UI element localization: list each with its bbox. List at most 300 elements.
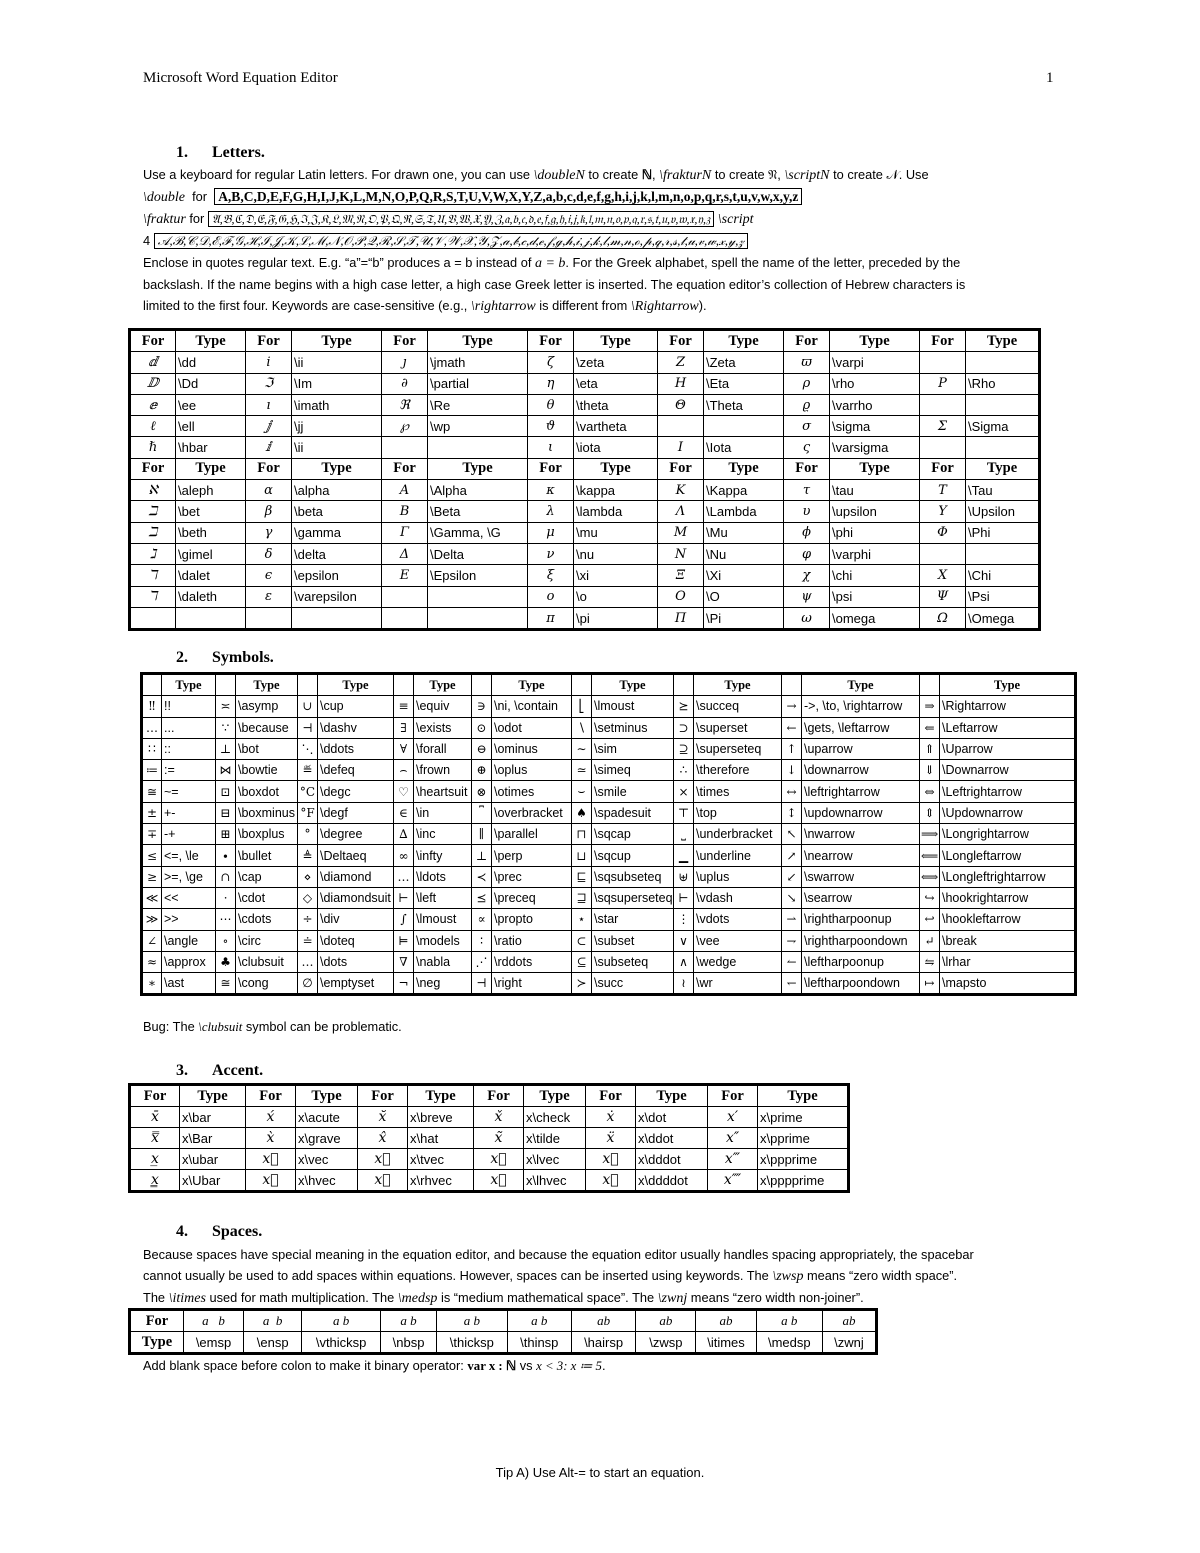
section-symbols-heading: 2. Symbols. xyxy=(176,649,274,666)
keyword-cell: \hookrightarrow xyxy=(940,887,1076,908)
keyword-cell: \in xyxy=(414,802,472,823)
header-for: For xyxy=(528,458,574,479)
space-keyword-cell: \itimes xyxy=(696,1332,756,1354)
keyword-cell: ... xyxy=(162,717,216,738)
intro-line-double: \double for A,B,C,D,E,F,G,H,I,J,K,L,M,N,O,P,Q,R,S,T,U,V,W,X,Y,Z,a,b,c,d,e,f,g,h,i,j,k,l,m,n,o,p,q,r,s,t,u,v,w,x,y,z xyxy=(143,186,1060,208)
keyword-cell: \models xyxy=(414,930,472,951)
keyword-cell: :: xyxy=(162,738,216,759)
symbol-cell: °F xyxy=(298,802,318,823)
symbol-cell: Π xyxy=(658,607,704,629)
keyword-cell: \partial xyxy=(428,373,528,394)
symbol-cell: ≻ xyxy=(572,973,592,995)
symbol-cell: … xyxy=(394,866,414,887)
symbol-cell: X xyxy=(920,565,966,586)
symbol-cell: ⊢ xyxy=(394,887,414,908)
keyword-cell: \Tau xyxy=(966,480,1040,501)
symbol-cell: ⟹ xyxy=(920,824,940,845)
symbol-cell: ⌣ xyxy=(572,781,592,802)
keyword-cell: \lambda xyxy=(574,501,658,522)
symbol-cell: ∵ xyxy=(216,717,236,738)
header-blank xyxy=(472,674,492,696)
symbol-cell: ⋱ xyxy=(298,738,318,759)
header-for: For xyxy=(382,458,428,479)
keyword-cell: <=, \le xyxy=(162,845,216,866)
keyword-cell: \epsilon xyxy=(292,565,382,586)
keyword-cell: \ratio xyxy=(492,930,572,951)
section-letters-heading: 1. Letters. xyxy=(176,144,265,161)
keyword-cell: \Deltaeq xyxy=(318,845,394,866)
symbol-cell: ≅ xyxy=(216,973,236,995)
symbol-cell: ↗ xyxy=(782,845,802,866)
keyword-cell: \doteq xyxy=(318,930,394,951)
symbol-cell: ⊔ xyxy=(572,845,592,866)
keyword-cell: \Zeta xyxy=(704,352,784,373)
symbol-cell: ⅆ xyxy=(130,352,176,373)
symbol-cell: ℘ xyxy=(382,416,428,437)
header-blank xyxy=(142,674,162,696)
keyword-cell: \searrow xyxy=(802,887,920,908)
symbol-cell: ∼ xyxy=(572,738,592,759)
keyword-cell: \Beta xyxy=(428,501,528,522)
keyword-cell: \leftharpoonup xyxy=(802,951,920,972)
space-keyword-cell: \medsp xyxy=(756,1332,822,1354)
keyword-cell: \xi xyxy=(574,565,658,586)
space-example-cell: a b xyxy=(756,1310,822,1332)
keyword-cell: << xyxy=(162,887,216,908)
keyword-cell: \forall xyxy=(414,738,472,759)
symbol-cell: ⇋ xyxy=(920,951,940,972)
symbol-cell xyxy=(920,352,966,373)
keyword-cell: \uplus xyxy=(694,866,782,887)
space-example-cell: ab xyxy=(822,1310,876,1332)
keyword-cell: x\lhvec xyxy=(524,1170,586,1192)
symbol-cell: ζ xyxy=(528,352,574,373)
symbol-cell: ⊢ xyxy=(674,887,694,908)
symbol-cell: ℜ xyxy=(382,394,428,415)
keyword-cell: \Lambda xyxy=(704,501,784,522)
symbol-cell: ≔ xyxy=(142,760,162,781)
symbol-cell: x⃐ xyxy=(474,1170,524,1192)
table-header-row xyxy=(142,674,1076,696)
fraktur-alphabet: 𝔄,𝔅,ℭ,𝔇,𝔈,𝔉,𝔊,ℌ,ℑ,𝔍,𝔎,𝔏,𝔐,𝔑,𝔒,𝔓,𝔔,ℜ,𝔖,𝔗,𝔘,𝔙,𝔚,𝔛,𝔜,ℨ,𝔞,𝔟,𝔠,𝔡,𝔢,𝔣,𝔤,𝔥,𝔦,𝔧,𝔨,𝔩,𝔪,𝔫,𝔬,𝔭,𝔮,𝔯,𝔰,𝔱,𝔲,𝔳,𝔴,𝔵,𝔶,𝔷 xyxy=(208,211,714,227)
symbol-cell: ∇ xyxy=(394,951,414,972)
keyword-cell: \wp xyxy=(428,416,528,437)
header-blank xyxy=(782,674,802,696)
keyword-cell: -+ xyxy=(162,824,216,845)
keyword-cell: \beth xyxy=(176,522,246,543)
keyword-cell: \preceq xyxy=(492,887,572,908)
space-example-cell: a b xyxy=(183,1310,243,1332)
keyword-cell xyxy=(176,607,246,629)
symbol-cell: ⋄ xyxy=(298,866,318,887)
symbol-cell: ⊇ xyxy=(674,738,694,759)
keyword-cell xyxy=(966,437,1040,458)
table-row xyxy=(142,717,1076,738)
letters-intro xyxy=(143,164,1060,317)
symbol-cell: ⅅ xyxy=(130,373,176,394)
header-type: Type xyxy=(694,674,782,696)
section-accent-heading: 3. Accent. xyxy=(176,1062,264,1079)
symbol-cell: °C xyxy=(298,781,318,802)
keyword-cell: \emptyset xyxy=(318,973,394,995)
symbol-cell: T xyxy=(920,480,966,501)
keyword-cell: \otimes xyxy=(492,781,572,802)
symbol-cell: ẍ xyxy=(586,1128,636,1149)
keyword-cell: \diamond xyxy=(318,866,394,887)
keyword-cell: \Downarrow xyxy=(940,760,1076,781)
keyword-cell: \infty xyxy=(414,845,472,866)
keyword-cell: \lmoust xyxy=(592,696,674,717)
keyword-cell: \vdots xyxy=(694,909,782,930)
header-type: Type xyxy=(830,330,920,352)
header-for: For xyxy=(708,1085,758,1107)
symbol-cell: ∘ xyxy=(216,930,236,951)
symbol-cell: μ xyxy=(528,522,574,543)
symbol-cell: ↪ xyxy=(920,887,940,908)
symbol-cell: ∫ xyxy=(394,909,414,930)
symbol-cell: × xyxy=(674,781,694,802)
keyword-cell: \psi xyxy=(830,586,920,607)
table-row xyxy=(130,1107,849,1128)
intro-line-fraktur: \fraktur for 𝔄,𝔅,ℭ,𝔇,𝔈,𝔉,𝔊,ℌ,ℑ,𝔍,𝔎,𝔏,𝔐,𝔑,𝔒,𝔓,𝔔,ℜ,𝔖,𝔗,𝔘,𝔙,𝔚,𝔛,𝔜,ℨ,𝔞,𝔟,𝔠,𝔡,𝔢,𝔣,𝔤,𝔥,𝔦,𝔧,𝔨,𝔩,𝔪,𝔫,𝔬,𝔭,𝔮,𝔯,𝔰,𝔱,𝔲,𝔳,𝔴,𝔵,𝔶,𝔷 \script xyxy=(143,211,754,227)
header-type: Type xyxy=(636,1085,708,1107)
table-row xyxy=(130,607,1040,629)
symbol-cell: λ xyxy=(528,501,574,522)
keyword-cell: \break xyxy=(940,930,1076,951)
keyword-cell: \Longleftarrow xyxy=(940,845,1076,866)
symbol-cell: ϖ xyxy=(784,352,830,373)
keyword-cell: x\vec xyxy=(296,1149,358,1170)
keyword-cell: \subset xyxy=(592,930,674,951)
symbol-cell: ⇕ xyxy=(920,802,940,823)
keyword-cell: \clubsuit xyxy=(236,951,298,972)
document-title: Microsoft Word Equation Editor xyxy=(143,70,338,86)
keyword-cell: x\acute xyxy=(296,1107,358,1128)
table-row xyxy=(130,565,1040,586)
symbol-cell: ℸ xyxy=(130,565,176,586)
keyword-cell: \underline xyxy=(694,845,782,866)
symbol-cell: ≥ xyxy=(142,866,162,887)
keyword-cell: \sqsuperseteq xyxy=(592,887,674,908)
symbol-cell: ∥ xyxy=(472,824,492,845)
keyword-cell: x\hvec xyxy=(296,1170,358,1192)
keyword-cell: \Xi xyxy=(704,565,784,586)
symbol-cell xyxy=(920,543,966,564)
keyword-cell: \aleph xyxy=(176,480,246,501)
keyword-cell: \Phi xyxy=(966,522,1040,543)
keyword-cell: x\bar xyxy=(180,1107,246,1128)
symbol-cell xyxy=(658,416,704,437)
letters-table xyxy=(128,328,1041,631)
keyword-cell: \cdot xyxy=(236,887,298,908)
keyword-cell: \oplus xyxy=(492,760,572,781)
double-alphabet: A,B,C,D,E,F,G,H,I,J,K,L,M,N,O,P,Q,R,S,T,U,V,W,X,Y,Z,a,b,c,d,e,f,g,h,i,j,k,l,m,n,o,p,q,r,s,t,u,v,w,x,y,z xyxy=(214,188,802,205)
keyword-cell: \cup xyxy=(318,696,394,717)
keyword-cell: \dalet xyxy=(176,565,246,586)
keyword-cell: \Longleftrightarrow xyxy=(940,866,1076,887)
symbol-cell: o xyxy=(528,586,574,607)
keyword-cell: \propto xyxy=(492,909,572,930)
keyword-cell: ->, \to, \rightarrow xyxy=(802,696,920,717)
keyword-cell: \Gamma, \G xyxy=(428,522,528,543)
symbol-cell: N xyxy=(658,543,704,564)
intro-line-script: 4 𝒜,ℬ,𝒞,𝒟,ℰ,ℱ,𝒢,ℋ,ℐ,𝒥,𝒦,ℒ,ℳ,𝒩,𝒪,𝒫,𝒬,ℛ,𝒮,𝒯,𝒰,𝒱,𝒲,𝒳,𝒴,𝒵,𝒶,𝒷,𝒸,𝒹,ℯ,𝒻,ℊ,𝒽,𝒾,𝒿,𝓀,𝓁,𝓂,𝓃,ℴ,𝓅,𝓆,𝓇,𝓈,𝓉,𝓊,𝓋,𝓌,𝓍,𝓎,𝓏 xyxy=(143,230,1060,252)
symbol-cell: ≪ xyxy=(142,887,162,908)
symbol-cell: ↕ xyxy=(782,802,802,823)
header-blank xyxy=(298,674,318,696)
keyword-cell: \imath xyxy=(292,394,382,415)
header-for: For xyxy=(784,330,830,352)
keyword-cell: \Delta xyxy=(428,543,528,564)
symbol-cell: ϱ xyxy=(784,394,830,415)
footer-tip: Tip A) Use Alt-= to start an equation. xyxy=(495,1465,705,1480)
header-blank xyxy=(216,674,236,696)
keyword-cell: \star xyxy=(592,909,674,930)
symbol-cell: ι xyxy=(528,437,574,458)
keyword-cell: \underbracket xyxy=(694,824,782,845)
keyword-cell: \rightharpoondown xyxy=(802,930,920,951)
header-type: Type xyxy=(704,330,784,352)
symbol-cell xyxy=(246,607,292,629)
keyword-cell: \dashv xyxy=(318,717,394,738)
keyword-cell: \nabla xyxy=(414,951,472,972)
symbol-cell: ∈ xyxy=(394,802,414,823)
keyword-cell: x\dot xyxy=(636,1107,708,1128)
symbol-cell: ∝ xyxy=(472,909,492,930)
symbol-cell: ℶ xyxy=(130,522,176,543)
symbol-cell: ⊃ xyxy=(674,717,694,738)
keyword-cell xyxy=(966,543,1040,564)
keyword-cell: \leftharpoondown xyxy=(802,973,920,995)
keyword-cell xyxy=(704,416,784,437)
table-row xyxy=(142,738,1076,759)
symbol-cell: x′ xyxy=(708,1107,758,1128)
symbol-cell: ← xyxy=(782,717,802,738)
symbol-cell: x̿ xyxy=(130,1128,180,1149)
table-row xyxy=(130,437,1040,458)
keyword-cell: \Theta xyxy=(704,394,784,415)
spaces-type-label: Type xyxy=(130,1332,184,1354)
keyword-cell: \nu xyxy=(574,543,658,564)
spaces-for-label: For xyxy=(130,1310,184,1332)
header-type: Type xyxy=(176,330,246,352)
keyword-cell: \beta xyxy=(292,501,382,522)
symbol-cell: ⪰ xyxy=(674,696,694,717)
symbol-cell: ς xyxy=(784,437,830,458)
symbol-cell: x̲ xyxy=(130,1149,180,1170)
keyword-cell: \defeq xyxy=(318,760,394,781)
keyword-cell: \equiv xyxy=(414,696,472,717)
symbol-cell: ⊡ xyxy=(216,781,236,802)
symbol-cell: ⊂ xyxy=(572,930,592,951)
keyword-cell: +- xyxy=(162,802,216,823)
symbol-cell: ∧ xyxy=(674,951,694,972)
symbol-cell xyxy=(382,437,428,458)
keyword-cell: \tau xyxy=(830,480,920,501)
symbol-cell: ⊑ xyxy=(572,866,592,887)
symbol-cell: ∅ xyxy=(298,973,318,995)
keyword-cell: \delta xyxy=(292,543,382,564)
symbol-cell: ψ xyxy=(784,586,830,607)
symbol-cell: ° xyxy=(298,824,318,845)
keyword-cell: \ni, \contain xyxy=(492,696,572,717)
table-row xyxy=(142,781,1076,802)
symbol-cell: ≺ xyxy=(472,866,492,887)
keyword-cell: x\ddddot xyxy=(636,1170,708,1192)
space-keyword-cell: \emsp xyxy=(183,1332,243,1354)
table-row xyxy=(142,951,1076,972)
symbol-cell: γ xyxy=(246,522,292,543)
keyword-cell: \therefore xyxy=(694,760,782,781)
keyword-cell: x\check xyxy=(524,1107,586,1128)
space-keyword-cell: \hairsp xyxy=(571,1332,635,1354)
symbol-cell: ∪ xyxy=(298,696,318,717)
space-example-cell: ab xyxy=(636,1310,696,1332)
symbol-cell: P xyxy=(920,373,966,394)
symbol-cell: x̄ xyxy=(130,1107,180,1128)
keyword-cell: \updownarrow xyxy=(802,802,920,823)
symbol-cell: ⊣ xyxy=(298,717,318,738)
symbol-cell: ↑ xyxy=(782,738,802,759)
keyword-cell: \Psi xyxy=(966,586,1040,607)
symbol-cell: x⃜ xyxy=(586,1170,636,1192)
keyword-cell: x\pppprime xyxy=(758,1170,849,1192)
symbol-cell xyxy=(920,437,966,458)
keyword-cell: \alpha xyxy=(292,480,382,501)
header-type: Type xyxy=(296,1085,358,1107)
keyword-cell: \gimel xyxy=(176,543,246,564)
symbol-cell: ↘ xyxy=(782,887,802,908)
symbol-cell: ⋈ xyxy=(216,760,236,781)
symbol-cell: x⁗ xyxy=(708,1170,758,1192)
table-row xyxy=(142,973,1076,995)
keyword-cell: \approx xyxy=(162,951,216,972)
keyword-cell xyxy=(428,586,528,607)
symbol-cell: ⊎ xyxy=(674,866,694,887)
keyword-cell: x\grave xyxy=(296,1128,358,1149)
table-row xyxy=(130,1149,849,1170)
space-example-cell: a b xyxy=(507,1310,571,1332)
symbol-cell: ↩ xyxy=(920,909,940,930)
keyword-cell: \dots xyxy=(318,951,394,972)
keyword-cell: \smile xyxy=(592,781,674,802)
symbol-cell: Γ xyxy=(382,522,428,543)
symbol-cell: ∙ xyxy=(216,845,236,866)
symbol-cell: ± xyxy=(142,802,162,823)
keyword-cell: x\ddot xyxy=(636,1128,708,1149)
keyword-cell: \mapsto xyxy=(940,973,1076,995)
symbol-cell: x⃗ xyxy=(246,1149,296,1170)
keyword-cell: \sim xyxy=(592,738,674,759)
symbol-cell: Υ xyxy=(920,501,966,522)
table-row xyxy=(130,352,1040,373)
keyword-cell: \mu xyxy=(574,522,658,543)
symbol-cell: ϑ xyxy=(528,416,574,437)
symbol-cell: ↵ xyxy=(920,930,940,951)
table-row xyxy=(130,480,1040,501)
symbol-cell: υ xyxy=(784,501,830,522)
symbol-cell: ∗ xyxy=(142,973,162,995)
symbol-cell: ℷ xyxy=(130,543,176,564)
symbol-cell: ν xyxy=(528,543,574,564)
header-type: Type xyxy=(292,458,382,479)
symbol-cell: x⃑ xyxy=(358,1170,408,1192)
table-header-row xyxy=(130,1085,849,1107)
keyword-cell: \cdots xyxy=(236,909,298,930)
symbol-cell: ẋ xyxy=(586,1107,636,1128)
keyword-cell: \o xyxy=(574,586,658,607)
symbol-cell: ∩ xyxy=(216,866,236,887)
keyword-cell: \hookleftarrow xyxy=(940,909,1076,930)
symbol-cell: ↔ xyxy=(782,781,802,802)
keyword-cell: \spadesuit xyxy=(592,802,674,823)
keyword-cell: x\Ubar xyxy=(180,1170,246,1192)
header-blank xyxy=(674,674,694,696)
symbol-cell xyxy=(382,586,428,607)
header-type: Type xyxy=(236,674,298,696)
symbol-cell: K xyxy=(658,480,704,501)
symbol-cell: ⋆ xyxy=(572,909,592,930)
keyword-cell: \Epsilon xyxy=(428,565,528,586)
keyword-cell: \Alpha xyxy=(428,480,528,501)
keyword-cell: \Rightarrow xyxy=(940,696,1076,717)
keyword-cell: \rightharpoonup xyxy=(802,909,920,930)
symbol-cell: ≝ xyxy=(298,760,318,781)
keyword-cell: \sigma xyxy=(830,416,920,437)
header-for: For xyxy=(130,330,176,352)
symbol-cell: ∋ xyxy=(472,696,492,717)
keyword-cell: \Sigma xyxy=(966,416,1040,437)
symbol-cell: ∞ xyxy=(394,845,414,866)
table-row xyxy=(142,909,1076,930)
keyword-cell: \ddots xyxy=(318,738,394,759)
table-row xyxy=(130,522,1040,543)
symbol-cell: ⎵ xyxy=(674,824,694,845)
keyword-cell: \jmath xyxy=(428,352,528,373)
keyword-cell: \rddots xyxy=(492,951,572,972)
symbol-cell: ℸ xyxy=(130,586,176,607)
symbol-cell: α xyxy=(246,480,292,501)
symbol-cell: ℓ xyxy=(130,416,176,437)
symbol-cell: ⇓ xyxy=(920,760,940,781)
header-type: Type xyxy=(830,458,920,479)
symbol-cell xyxy=(382,607,428,629)
table-row xyxy=(130,1170,849,1192)
header-type: Type xyxy=(176,458,246,479)
symbol-cell xyxy=(130,607,176,629)
symbol-cell: … xyxy=(298,951,318,972)
header-for: For xyxy=(130,1085,180,1107)
symbol-cell: x̌ xyxy=(474,1107,524,1128)
symbol-cell: ⅇ xyxy=(130,394,176,415)
header-for: For xyxy=(920,458,966,479)
symbol-cell: x″ xyxy=(708,1128,758,1149)
keyword-cell: x\tvec xyxy=(408,1149,474,1170)
symbol-cell: ↼ xyxy=(782,951,802,972)
symbol-cell: ↖ xyxy=(782,824,802,845)
intro-line-1: Use a keyboard for regular Latin letters. For drawn one, you can use \doubleN to create ℕ, \frakturN to create 𝔑, \scriptN to create 𝒩. Use xyxy=(143,167,929,183)
symbol-cell: 𝑖 xyxy=(246,352,292,373)
keyword-cell: \Dd xyxy=(176,373,246,394)
symbol-cell: → xyxy=(782,696,802,717)
table-row xyxy=(130,394,1040,415)
symbol-cell: ı xyxy=(246,394,292,415)
keyword-cell: \heartsuit xyxy=(414,781,472,802)
keyword-cell: x\rhvec xyxy=(408,1170,474,1192)
symbol-cell: … xyxy=(142,717,162,738)
table-header-row xyxy=(130,330,1040,352)
symbol-cell: χ xyxy=(784,565,830,586)
